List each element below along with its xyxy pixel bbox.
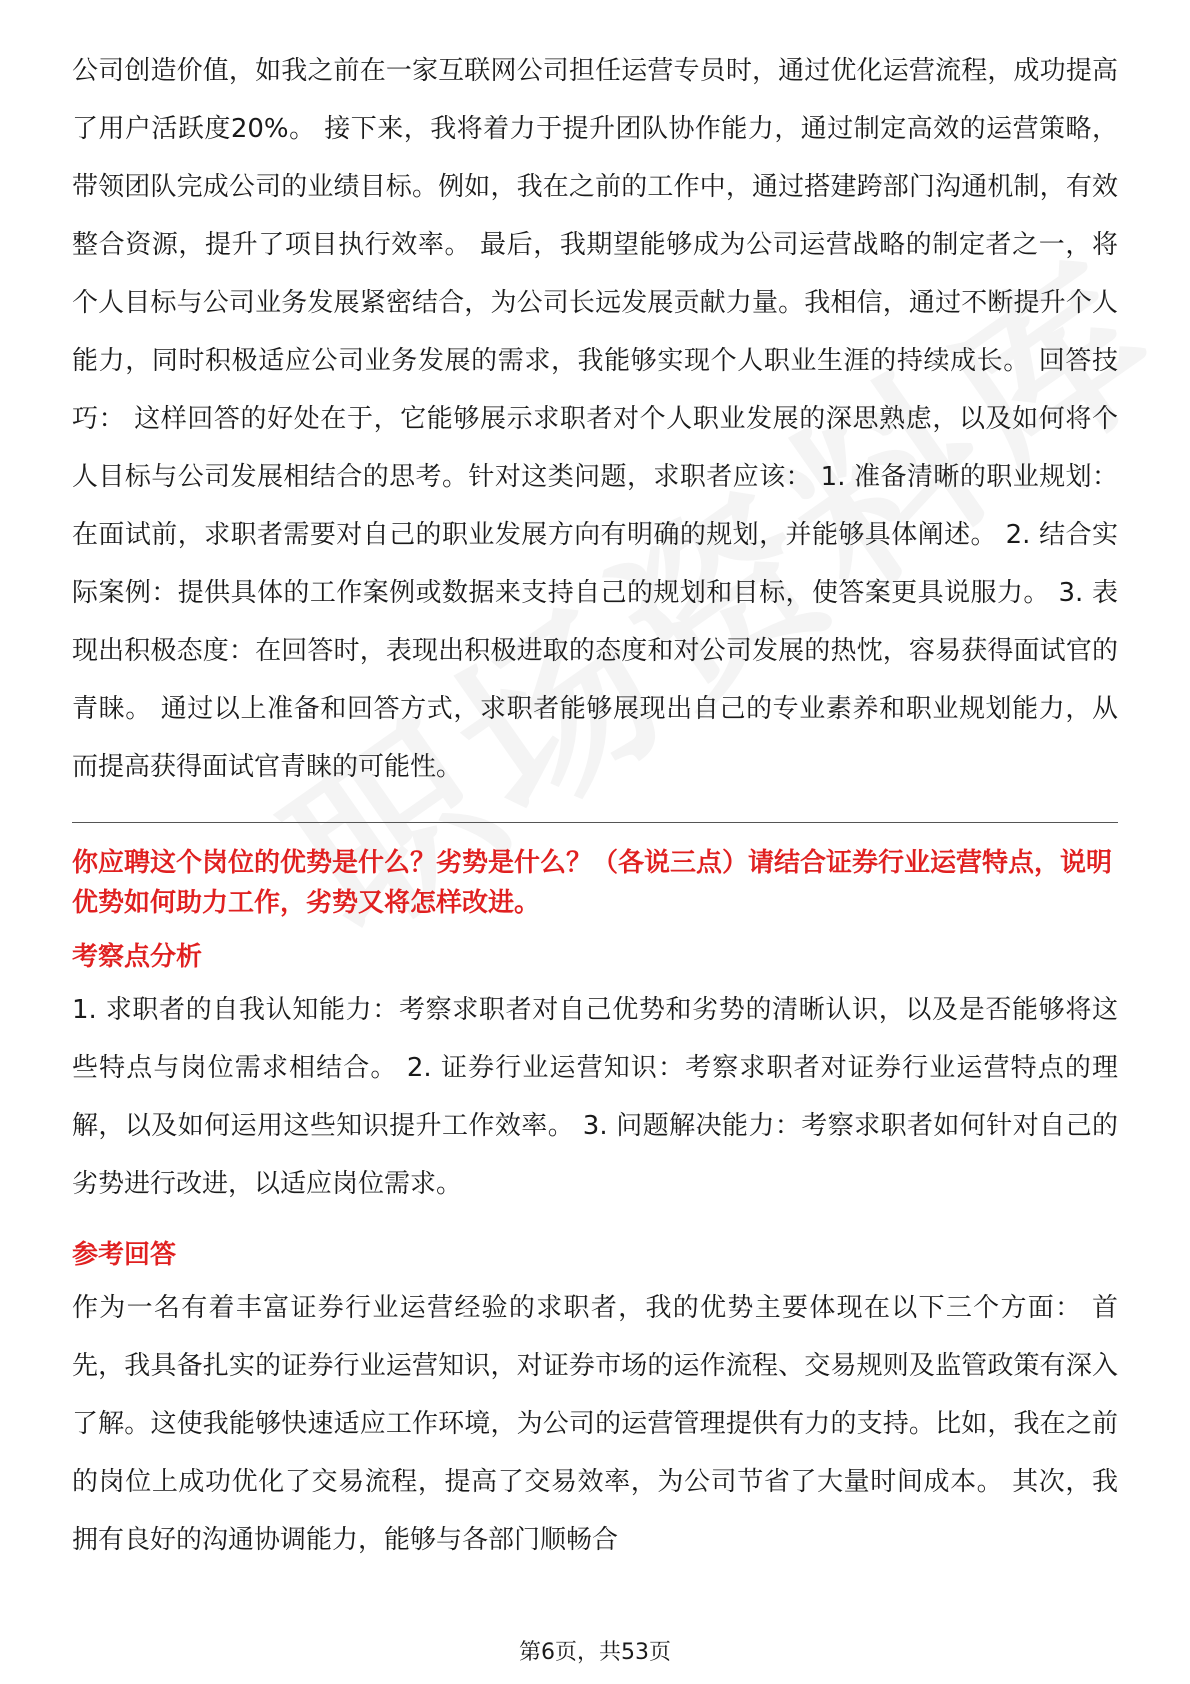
reference-answer-text: 作为一名有着丰富证券行业运营经验的求职者，我的优势主要体现在以下三个方面： 首先，我具备扎实的证券行业运营知识，对证券市场的运作流程、交易规则及监管政策有深入了解。这使我能够快速适应工作环境，为公司的运营管理提供有力的支持。比如，我在之前的岗位上成功优化了交易流程，提高了交易效率，为公司节省了大量时间成本。 其次，我拥有良好的沟通协调能力，能够与各部门顺畅合 — [72, 1293, 1118, 1555]
document-content — [72, 42, 1118, 1569]
reference-answer-heading: 参考回答 — [72, 1240, 177, 1270]
page-number: 第6页，共53页 — [519, 1640, 671, 1665]
analysis-heading: 考察点分析 — [72, 942, 203, 972]
analysis-text: 1. 求职者的自我认知能力：考察求职者对自己优势和劣势的清晰认识，以及是否能够将这些特点与岗位需求相结合。 2. 证券行业运营知识：考察求职者对证券行业运营特点的理解，以及如何运用这些知识提升工作效率。 3. 问题解决能力：考察求职者如何针对自己的劣势进行改进，以适应岗位需求。 — [72, 995, 1118, 1199]
interview-question: 你应聘这个岗位的优势是什么？劣势是什么？（各说三点）请结合证券行业运营特点，说明优势如何助力工作，劣势又将怎样改进。 — [72, 848, 1113, 918]
intro-paragraph: 公司创造价值，如我之前在一家互联网公司担任运营专员时，通过优化运营流程，成功提高了用户活跃度20%。 接下来，我将着力于提升团队协作能力，通过制定高效的运营策略，带领团队完成公司的业绩目标。例如，我在之前的工作中，通过搭建跨部门沟通机制，有效整合资源，提升了项目执行效率。 最后，我期望能够成为公司运营战略的制定者之一，将个人目标与公司业务发展紧密结合，为公司长远发展贡献力量。我相信，通过不断提升个人能力，同时积极适应公司业务发展的需求，我能够实现个人职业生涯的持续成长。 回答技巧： 这样回答的好处在于，它能够展示求职者对个人职业发展的深思熟虑，以及如何将个人目标与公司发展相结合的思考。针对这类问题，求职者应该： 1. 准备清晰的职业规划：在面试前，求职者需要对自己的职业发展方向有明确的规划，并能够具体阐述。 2. 结合实际案例：提供具体的工作案例或数据来支持自己的规划和目标，使答案更具说服力。 3. 表现出积极态度：在回答时，表现出积极进取的态度和对公司发展的热忱，容易获得面试官的青睐。 通过以上准备和回答方式，求职者能够展现出自己的专业素养和职业规划能力，从而提高获得面试官青睐的可能性。 — [72, 56, 1118, 782]
section-divider — [72, 822, 1118, 823]
